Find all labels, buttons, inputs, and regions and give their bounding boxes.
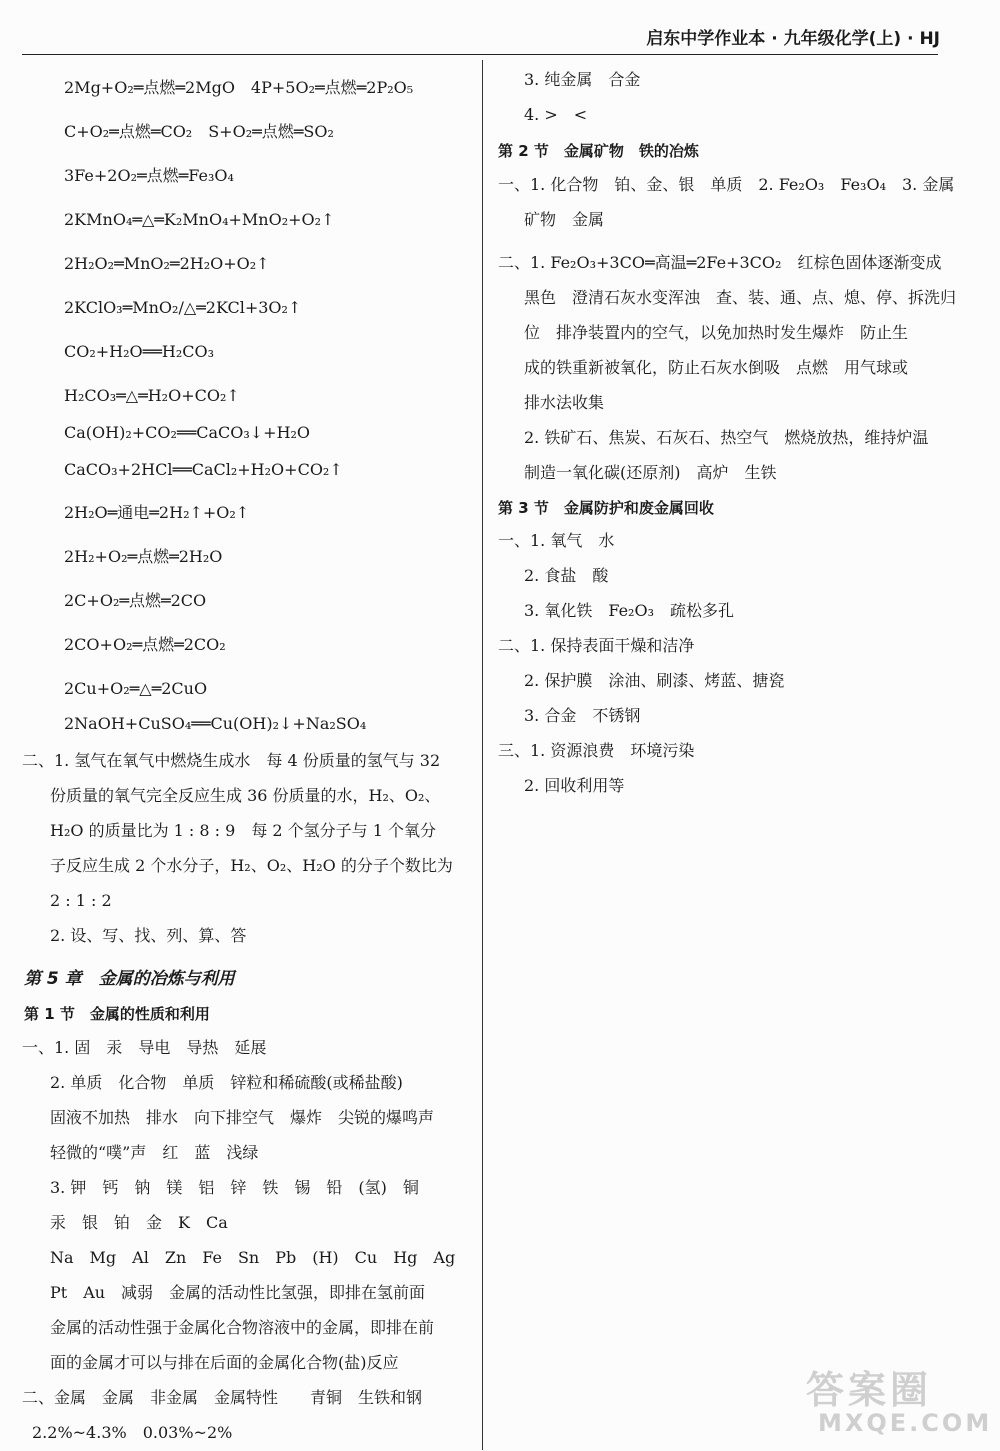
watermark-logo [790, 1359, 993, 1443]
equation-line: 2H₂O₂═MnO₂═2H₂O+O₂↑ [64, 254, 270, 273]
equation-line: CaCO₃+2HCl══CaCl₂+H₂O+CO₂↑ [64, 460, 343, 479]
answer-line: 3. 钾 钙 钠 镁 铝 锌 铁 锡 铅 (氢) 铜 [50, 1178, 419, 1197]
answer-line: 4. > < [524, 105, 588, 124]
answer-line: 2. 保护膜 涂油、刷漆、烤蓝、搪瓷 [524, 671, 785, 690]
equation-line: 3Fe+2O₂═点燃═Fe₃O₄ [64, 166, 234, 185]
answer-line: 一、1. 固 汞 导电 导热 延展 [22, 1038, 267, 1057]
answer-line: 份质量的氧气完全反应生成 36 份质量的水，H₂、O₂、 [50, 786, 441, 805]
answer-line: 一、1. 氧气 水 [498, 531, 615, 550]
section-title-2: 第 2 节 金属矿物 铁的冶炼 [498, 142, 699, 160]
header-rule [22, 54, 938, 55]
answer-line: 2 : 1 : 2 [50, 891, 112, 910]
chapter-title: 第 5 章 金属的冶炼与利用 [24, 969, 235, 989]
answer-line: 金属的活动性强于金属化合物溶液中的金属，即排在前 [50, 1318, 435, 1337]
column-divider [482, 60, 483, 1450]
equation-line: 2Cu+O₂═△═2CuO [64, 679, 208, 698]
answer-line: 排水法收集 [524, 393, 605, 412]
answer-line: 二、1. 氢气在氧气中燃烧生成水 每 4 份质量的氢气与 32 [22, 751, 441, 770]
equation-line: 2C+O₂═点燃═2CO [64, 591, 207, 610]
section-title-3: 第 3 节 金属防护和废金属回收 [498, 499, 714, 517]
answer-line: 固液不加热 排水 向下排空气 爆炸 尖锐的爆鸣声 [50, 1108, 435, 1127]
answer-line: 2. 回收利用等 [524, 776, 625, 795]
answer-line: 黑色 澄清石灰水变浑浊 查、装、通、点、熄、停、拆洗归 [524, 288, 957, 307]
answer-line: 3. 合金 不锈钢 [524, 706, 641, 725]
answer-line: 位 排净装置内的空气，以免加热时发生爆炸 防止生 [524, 323, 909, 342]
equation-line: C+O₂═点燃═CO₂ S+O₂═点燃═SO₂ [64, 122, 334, 141]
answer-line: 子反应生成 2 个水分子，H₂、O₂、H₂O 的分子个数比为 [50, 856, 453, 875]
equation-line: H₂CO₃═△═H₂O+CO₂↑ [64, 386, 240, 405]
answer-line: 2. 单质 化合物 单质 锌粒和稀硫酸(或稀盐酸) [50, 1073, 403, 1092]
answer-line: 二、1. 保持表面干燥和洁净 [498, 636, 695, 655]
answer-line: 二、1. Fe₂O₃+3CO═高温═2Fe+3CO₂ 红棕色固体逐渐变成 [498, 253, 942, 272]
answer-line: 汞 银 铂 金 K Ca [50, 1213, 228, 1232]
answer-line: 2. 食盐 酸 [524, 566, 609, 585]
answer-line: 面的金属才可以与排在后面的金属化合物(盐)反应 [50, 1353, 399, 1372]
answer-line: 2. 铁矿石、焦炭、石灰石、热空气 燃烧放热，维持炉温 [524, 428, 929, 447]
page-header: 启东中学作业本 · 九年级化学(上) · HJ [646, 29, 940, 49]
answer-line: 制造一氧化碳(还原剂) 高炉 生铁 [524, 463, 777, 482]
answer-line: 矿物 金属 [524, 210, 605, 229]
answer-line: 3. 纯金属 合金 [524, 70, 641, 89]
equation-line: Ca(OH)₂+CO₂══CaCO₃↓+H₂O [64, 423, 311, 442]
watermark-text: 答案圈 [806, 1368, 933, 1412]
equation-line: 2Mg+O₂═点燃═2MgO 4P+5O₂═点燃═2P₂O₅ [64, 78, 414, 97]
answer-line: 一、1. 化合物 铂、金、银 单质 2. Fe₂O₃ Fe₃O₄ 3. 金属 [498, 175, 955, 194]
equation-line: 2NaOH+CuSO₄══Cu(OH)₂↓+Na₂SO₄ [64, 714, 367, 733]
answer-line: Na Mg Al Zn Fe Sn Pb (H) Cu Hg Ag [50, 1248, 456, 1267]
equation-line: CO₂+H₂O══H₂CO₃ [64, 342, 215, 361]
equation-line: 2H₂O═通电═2H₂↑+O₂↑ [64, 503, 250, 522]
answer-line: 二、金属 金属 非金属 金属特性 青铜 生铁和钢 [22, 1388, 423, 1407]
answer-line: 三、1. 资源浪费 环境污染 [498, 741, 695, 760]
answer-line: 2.2%~4.3% 0.03%~2% [32, 1423, 233, 1442]
equation-line: 2CO+O₂═点燃═2CO₂ [64, 635, 226, 654]
answer-line: Pt Au 减弱 金属的活动性比氢强，即排在氢前面 [50, 1283, 426, 1302]
watermark-url: MXQE.COM [818, 1409, 993, 1437]
answer-line: 3. 氧化铁 Fe₂O₃ 疏松多孔 [524, 601, 734, 620]
answer-line: 成的铁重新被氧化，防止石灰水倒吸 点燃 用气球或 [524, 358, 909, 377]
answer-line: 轻微的“噗”声 红 蓝 浅绿 [50, 1143, 259, 1162]
equation-line: 2H₂+O₂═点燃═2H₂O [64, 547, 223, 566]
equation-line: 2KMnO₄═△═K₂MnO₄+MnO₂+O₂↑ [64, 210, 335, 229]
answer-line: 2. 设、写、找、列、算、答 [50, 926, 247, 945]
equation-line: 2KClO₃═MnO₂/△═2KCl+3O₂↑ [64, 298, 302, 317]
answer-line: H₂O 的质量比为 1 : 8 : 9 每 2 个氢分子与 1 个氧分 [50, 821, 437, 840]
section-title-1: 第 1 节 金属的性质和利用 [24, 1005, 210, 1023]
